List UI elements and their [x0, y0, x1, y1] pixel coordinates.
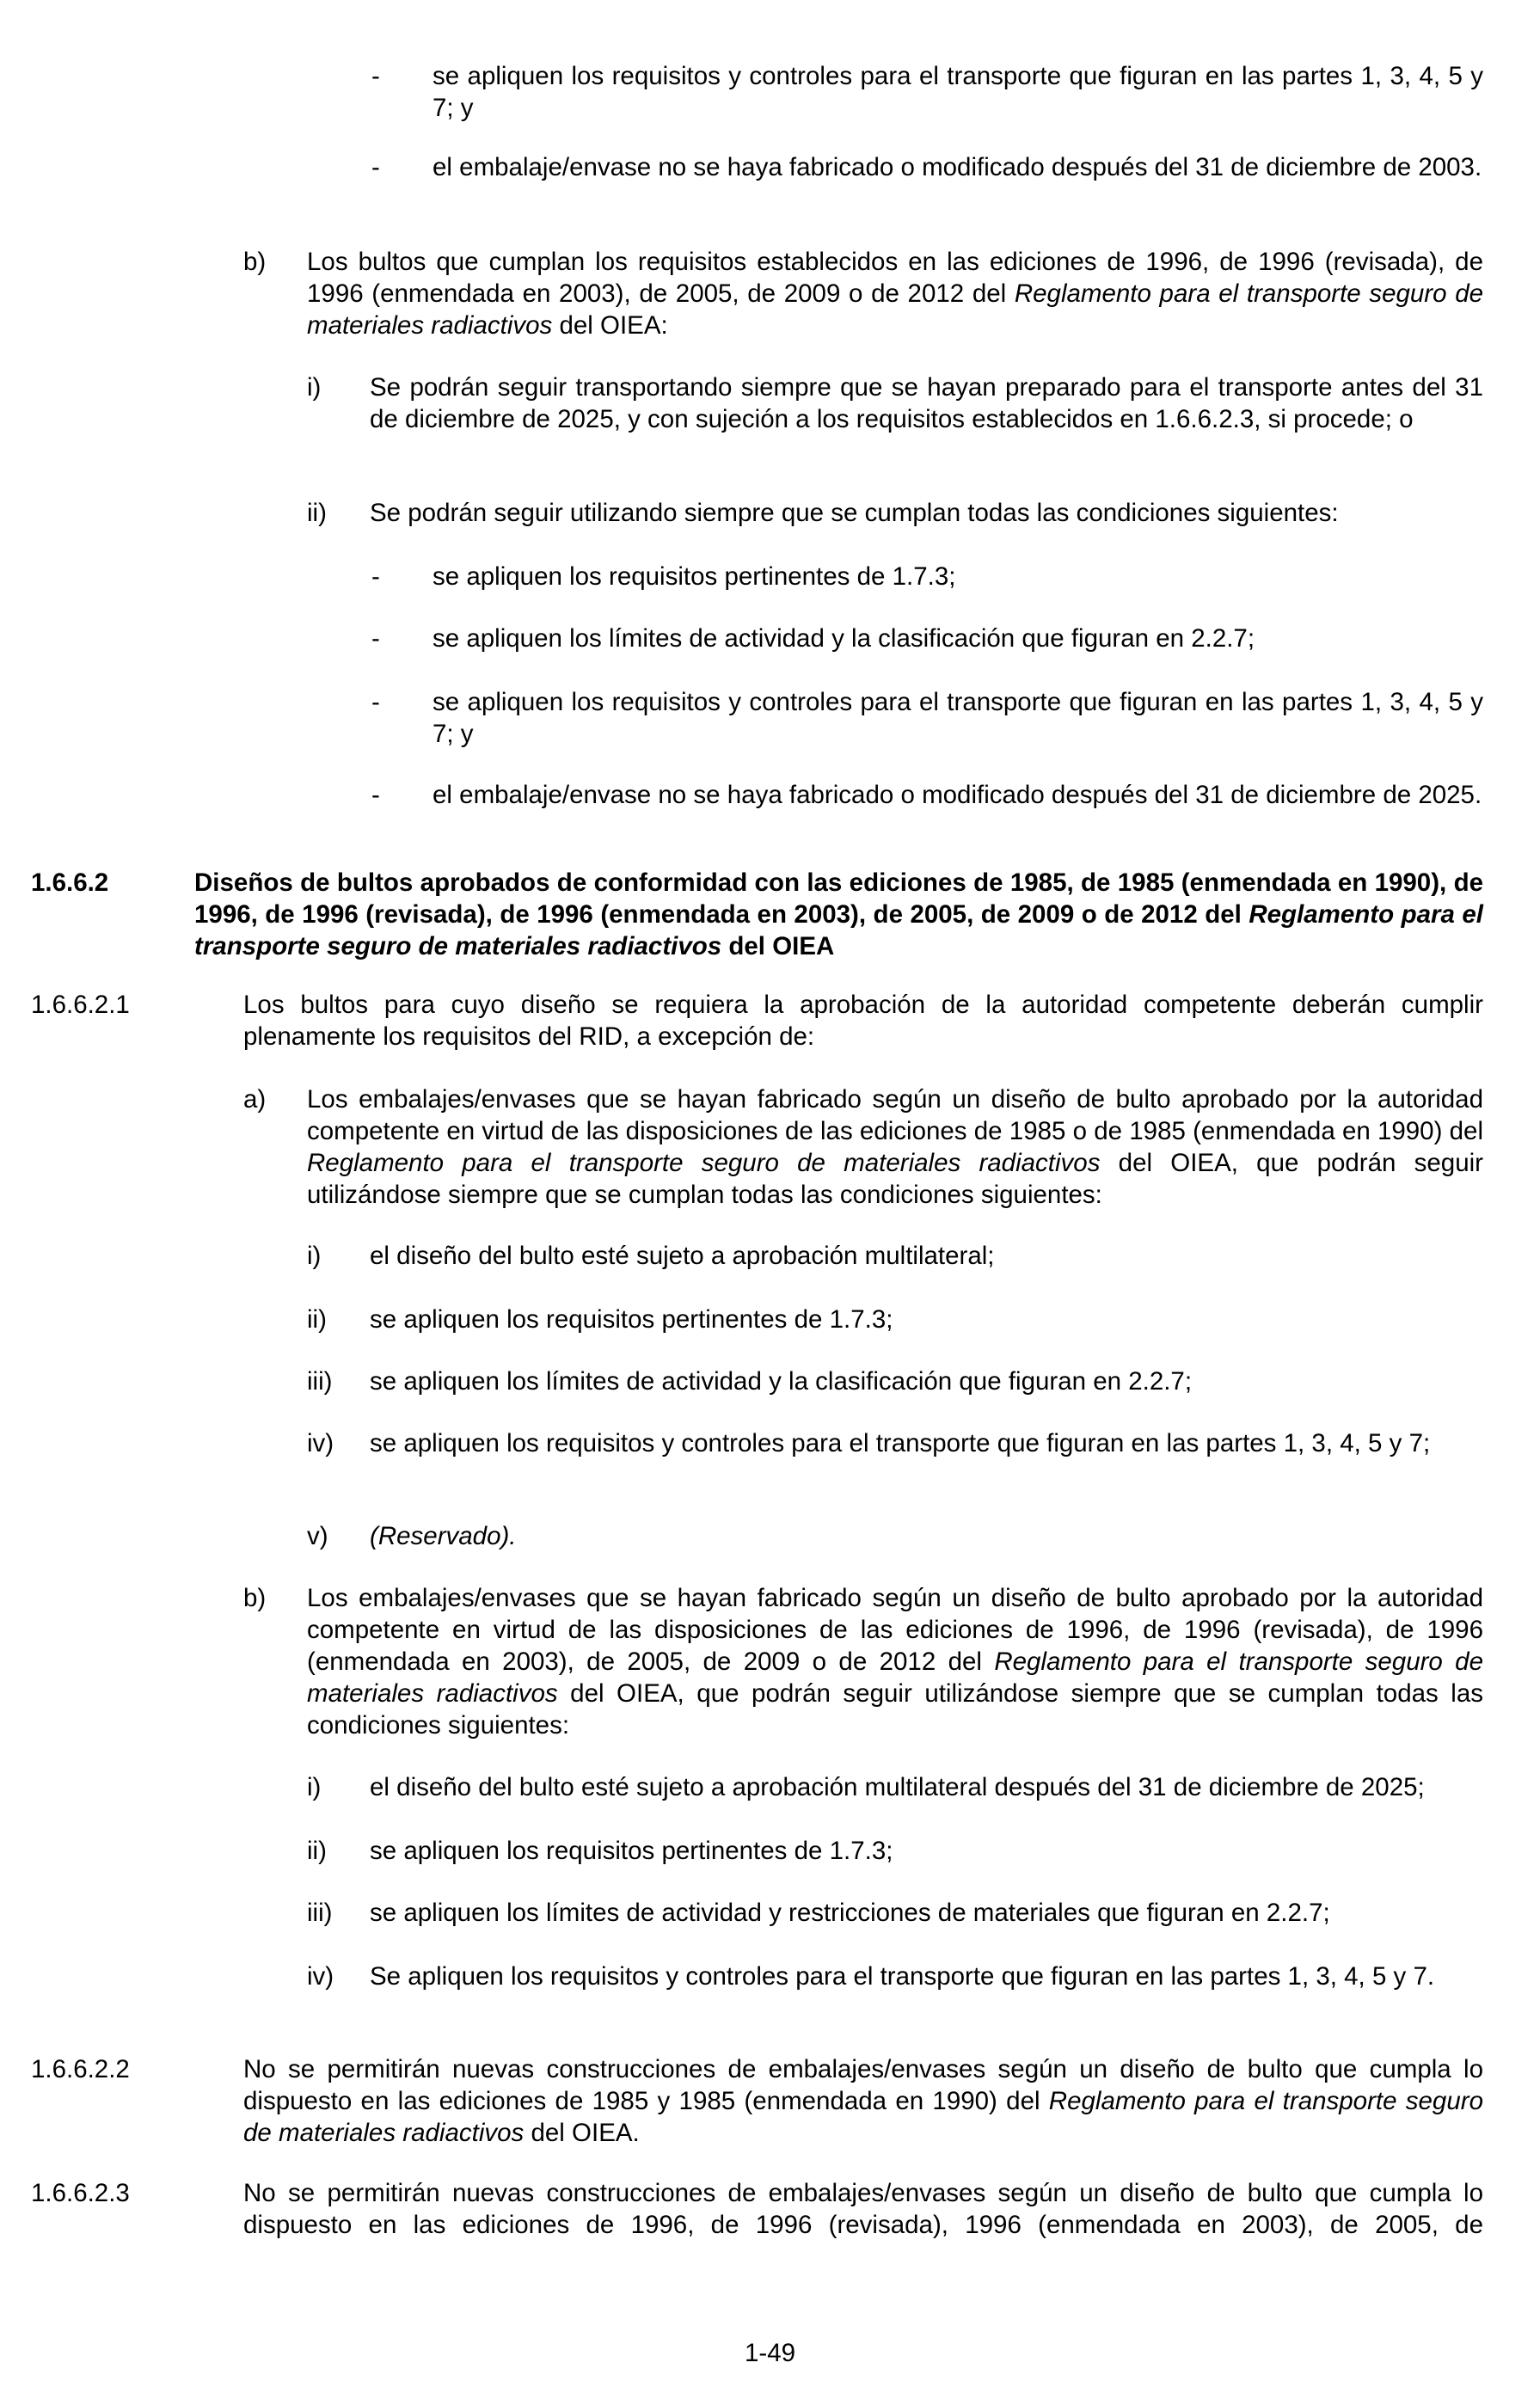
- list-item: el diseño del bulto esté sujeto a aprobación multilateral;: [370, 1242, 995, 1270]
- item-label: i): [307, 1242, 322, 1270]
- item-label: i): [307, 373, 322, 402]
- item-label: ii): [307, 1305, 327, 1334]
- list-item: se apliquen los requisitos pertinentes de 1.7.3;: [370, 1305, 893, 1334]
- section-number: 1.6.6.2.3: [31, 2179, 130, 2207]
- list-item: el embalaje/envase no se haya fabricado o modificado después del 31 de diciembre de 2003.: [433, 153, 1482, 181]
- paragraph: Los embalajes/envases que se hayan fabricado según un diseño de bulto aprobado por la autoridad competente en virtud de las disposiciones de las ediciones de 1985 o de 1985 (enmendada en 1990) del Reglamento para el transporte seguro de materiales radiactivos del OIEA, que podrán seguir utilizándose siempre que se cumplan todas las condiciones siguientes:: [307, 1085, 1484, 1209]
- dash-marker: -: [371, 562, 380, 591]
- paragraph: Los bultos que cumplan los requisitos establecidos en las ediciones de 1996, de 1996 (revisada), de 1996 (enmendada en 2003), de 2005, de 2009 o de 2012 del Reglamento para el transporte seguro de materiales radiactivos del OIEA:: [307, 248, 1484, 340]
- dash-marker: -: [371, 624, 380, 653]
- section-number: 1.6.6.2: [31, 868, 109, 897]
- item-label: iii): [307, 1367, 333, 1396]
- paragraph: Los embalajes/envases que se hayan fabricado según un diseño de bulto aprobado por la autoridad competente en virtud de las disposiciones de las ediciones de 1996, de 1996 (revisada), de 1996 (enmendada en 2003), de 2005, de 2009 o de 2012 del Reglamento para el transporte seguro de materiales radiactivos del OIEA, que podrán seguir utilizándose siempre que se cumplan todas las condiciones siguientes:: [307, 1584, 1483, 1740]
- list-item: Se podrán seguir utilizando siempre que se cumplan todas las condiciones siguientes:: [370, 499, 1339, 527]
- item-label: i): [307, 1773, 322, 1801]
- item-label: ii): [307, 499, 327, 527]
- dash-marker: -: [371, 688, 380, 716]
- item-label: a): [243, 1085, 267, 1114]
- item-label: v): [307, 1522, 328, 1550]
- list-item: el embalaje/envase no se haya fabricado o modificado después del 31 de diciembre de 2025.: [433, 781, 1482, 809]
- list-item: se apliquen los límites de actividad y restricciones de materiales que figuran en 2.2.7;: [370, 1899, 1330, 1927]
- dash-marker: -: [371, 153, 380, 181]
- list-item: Se apliquen los requisitos y controles para el transporte que figuran en las partes 1, 3, 4, 5 y 7.: [370, 1962, 1435, 1991]
- paragraph: No se permitirán nuevas construcciones de embalajes/envases según un diseño de bulto que cumpla lo dispuesto en las ediciones de 1996, de 1996 (revisada), 1996 (enmendada en 2003), de 2005, de: [243, 2179, 1483, 2239]
- list-item: se apliquen los límites de actividad y la clasificación que figuran en 2.2.7;: [370, 1367, 1193, 1396]
- paragraph: No se permitirán nuevas construcciones de embalajes/envases según un diseño de bulto que cumpla lo dispuesto en las ediciones de 1985 y 1985 (enmendada en 1990) del Reglamento para el transporte seguro de materiales radiactivos del OIEA.: [243, 2055, 1483, 2147]
- dash-marker: -: [371, 781, 380, 809]
- list-item: se apliquen los requisitos y controles para el transporte que figuran en las partes 1, 3, 4, 5 y 7; y: [433, 62, 1483, 122]
- paragraph: Los bultos para cuyo diseño se requiera la aprobación de la autoridad competente deberán cumplir plenamente los requisitos del RID, a excepción de:: [243, 991, 1483, 1051]
- list-item: se apliquen los requisitos y controles para el transporte que figuran en las partes 1, 3, 4, 5 y 7;: [370, 1429, 1431, 1457]
- section-number: 1.6.6.2.1: [31, 991, 130, 1019]
- dash-marker: -: [371, 62, 380, 90]
- item-label: iv): [307, 1429, 334, 1457]
- list-item: se apliquen los requisitos y controles para el transporte que figuran en las partes 1, 3, 4, 5 y 7; y: [433, 688, 1483, 748]
- page-number: 1-49: [744, 2339, 796, 2367]
- list-item: se apliquen los límites de actividad y la clasificación que figuran en 2.2.7;: [433, 624, 1255, 653]
- section-heading: Diseños de bultos aprobados de conformidad con las ediciones de 1985, de 1985 (enmendada en 1990), de 1996, de 1996 (revisada), de 1996 (enmendada en 2003), de 2005, de 2009 o de 2012 del Reglamento para el transporte seguro de materiales radiactivos del OIEA: [194, 868, 1483, 960]
- list-item: Se podrán seguir transportando siempre que se hayan preparado para el transporte antes del 31 de diciembre de 2025, y con sujeción a los requisitos establecidos en 1.6.6.2.3, si procede; o: [370, 373, 1483, 433]
- list-item: se apliquen los requisitos pertinentes de 1.7.3;: [433, 562, 956, 591]
- list-item: (Reservado).: [370, 1522, 517, 1550]
- item-label: b): [243, 1584, 267, 1612]
- item-label: iii): [307, 1899, 333, 1927]
- list-item: el diseño del bulto esté sujeto a aprobación multilateral después del 31 de diciembre de 2025;: [370, 1773, 1425, 1801]
- item-label: ii): [307, 1837, 327, 1865]
- list-item: se apliquen los requisitos pertinentes de 1.7.3;: [370, 1837, 893, 1865]
- item-label: b): [243, 248, 267, 276]
- section-number: 1.6.6.2.2: [31, 2055, 130, 2083]
- item-label: iv): [307, 1962, 334, 1991]
